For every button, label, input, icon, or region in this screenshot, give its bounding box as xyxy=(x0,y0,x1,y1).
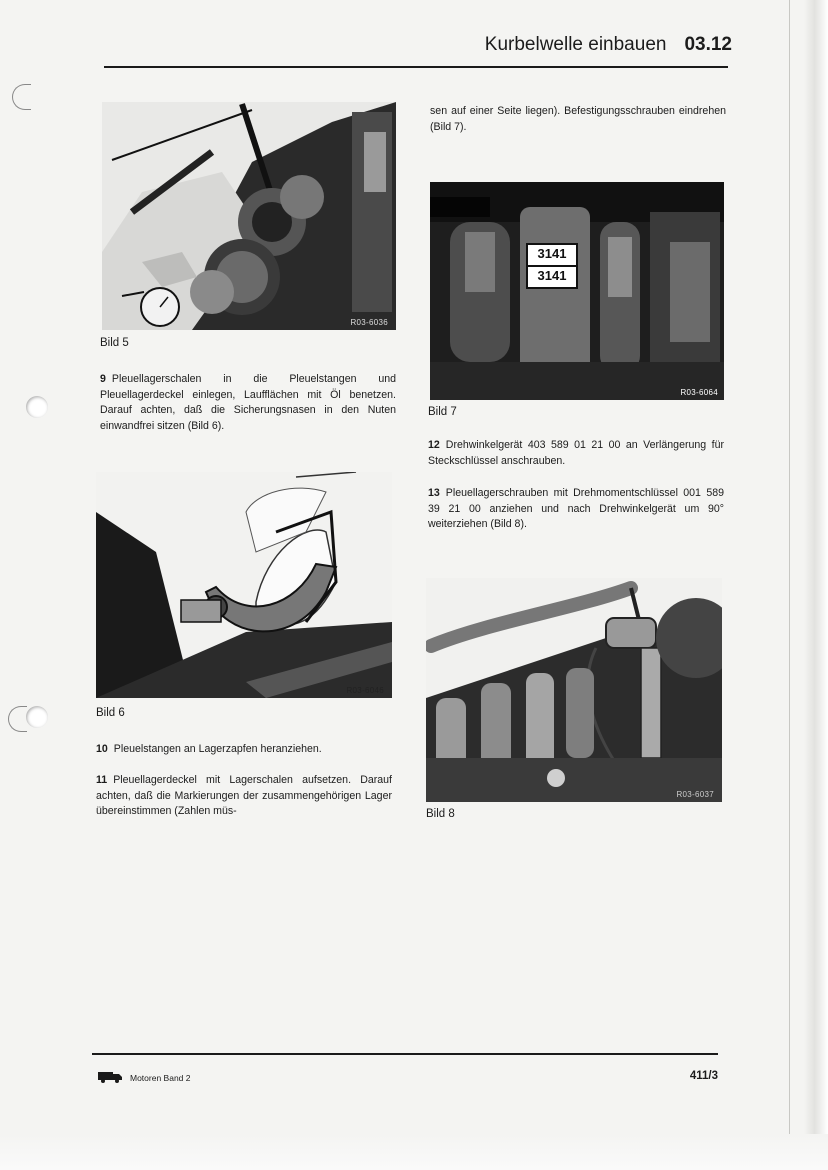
photo-bild-8 xyxy=(426,578,722,802)
figure-caption: Bild 6 xyxy=(96,707,125,719)
photo-code: R03-6036 xyxy=(350,318,388,327)
step-text: Pleuellagerschalen in die Pleuelstangen und Pleuellagerdeckel einlegen, Laufflächen mit Öl benetzen. Darauf achten, daß die Sicherungsnasen in den Nuten einwandfrei sitzen (Bild 6). xyxy=(100,373,396,432)
step-text: Pleuellagerdeckel mit Lagerschalen aufsetzen. Darauf achten, daß die Markierungen der zusammengehörigen Lager übereinstimmen (Zahlen müs- xyxy=(96,774,392,818)
step-11 xyxy=(96,773,392,820)
step-number: 9 xyxy=(100,373,106,385)
punch-hole-bottom xyxy=(26,706,48,728)
figure-caption: Bild 8 xyxy=(426,808,455,820)
photo-bild-6 xyxy=(96,472,392,698)
step-10 xyxy=(96,742,396,758)
step-number: 12 xyxy=(428,439,440,451)
step-9 xyxy=(100,372,396,434)
step-text: Pleuelstangen an Lagerzapfen heranziehen. xyxy=(113,743,322,755)
book-title: Motoren Band 2 xyxy=(130,1072,191,1083)
page-title: Kurbelwelle einbauen xyxy=(484,34,667,55)
page-header xyxy=(440,34,732,56)
paper-mark xyxy=(8,706,27,732)
step-text: Pleuellagerschrauben mit Drehmomentschlüssel 001 589 39 21 00 anziehen und nach Drehwinkelgerät um 90° weiterziehen (Bild 8). xyxy=(428,487,724,531)
footer-rule xyxy=(92,1053,718,1055)
step-text: sen auf einer Seite liegen). Befestigungsschrauben eindrehen (Bild 7). xyxy=(430,105,726,133)
punch-hole-top xyxy=(26,396,48,418)
step-text: Drehwinkelgerät 403 589 01 21 00 an Verlängerung für Steckschlüssel anschrauben. xyxy=(428,439,724,467)
photo-code: R03-6064 xyxy=(680,388,718,397)
paper-mark xyxy=(12,84,31,110)
step-11-continued xyxy=(430,104,726,135)
page-number: 411/3 xyxy=(689,1070,718,1082)
step-12 xyxy=(428,438,724,469)
step-number: 11 xyxy=(96,774,108,786)
truck-icon xyxy=(98,1072,122,1083)
step-number: 10 xyxy=(96,743,108,755)
photo-bild-5 xyxy=(102,102,396,330)
bearing-label-top: 3141 xyxy=(537,246,567,261)
section-number: 03.12 xyxy=(684,34,732,55)
step-number: 13 xyxy=(428,487,440,499)
figure-caption: Bild 7 xyxy=(428,406,457,418)
header-rule xyxy=(104,66,728,68)
step-13 xyxy=(428,486,724,533)
page-bottom xyxy=(0,1134,828,1170)
page-edge-line xyxy=(789,0,790,1140)
photo-code: R03-6046 xyxy=(346,686,384,695)
bearing-label-bottom: 3141 xyxy=(537,268,567,283)
photo-bild-7 xyxy=(430,182,724,400)
page-edge xyxy=(804,0,828,1170)
footer-book xyxy=(98,1072,190,1083)
figure-caption: Bild 5 xyxy=(100,337,129,349)
photo-code: R03-6037 xyxy=(676,790,714,799)
